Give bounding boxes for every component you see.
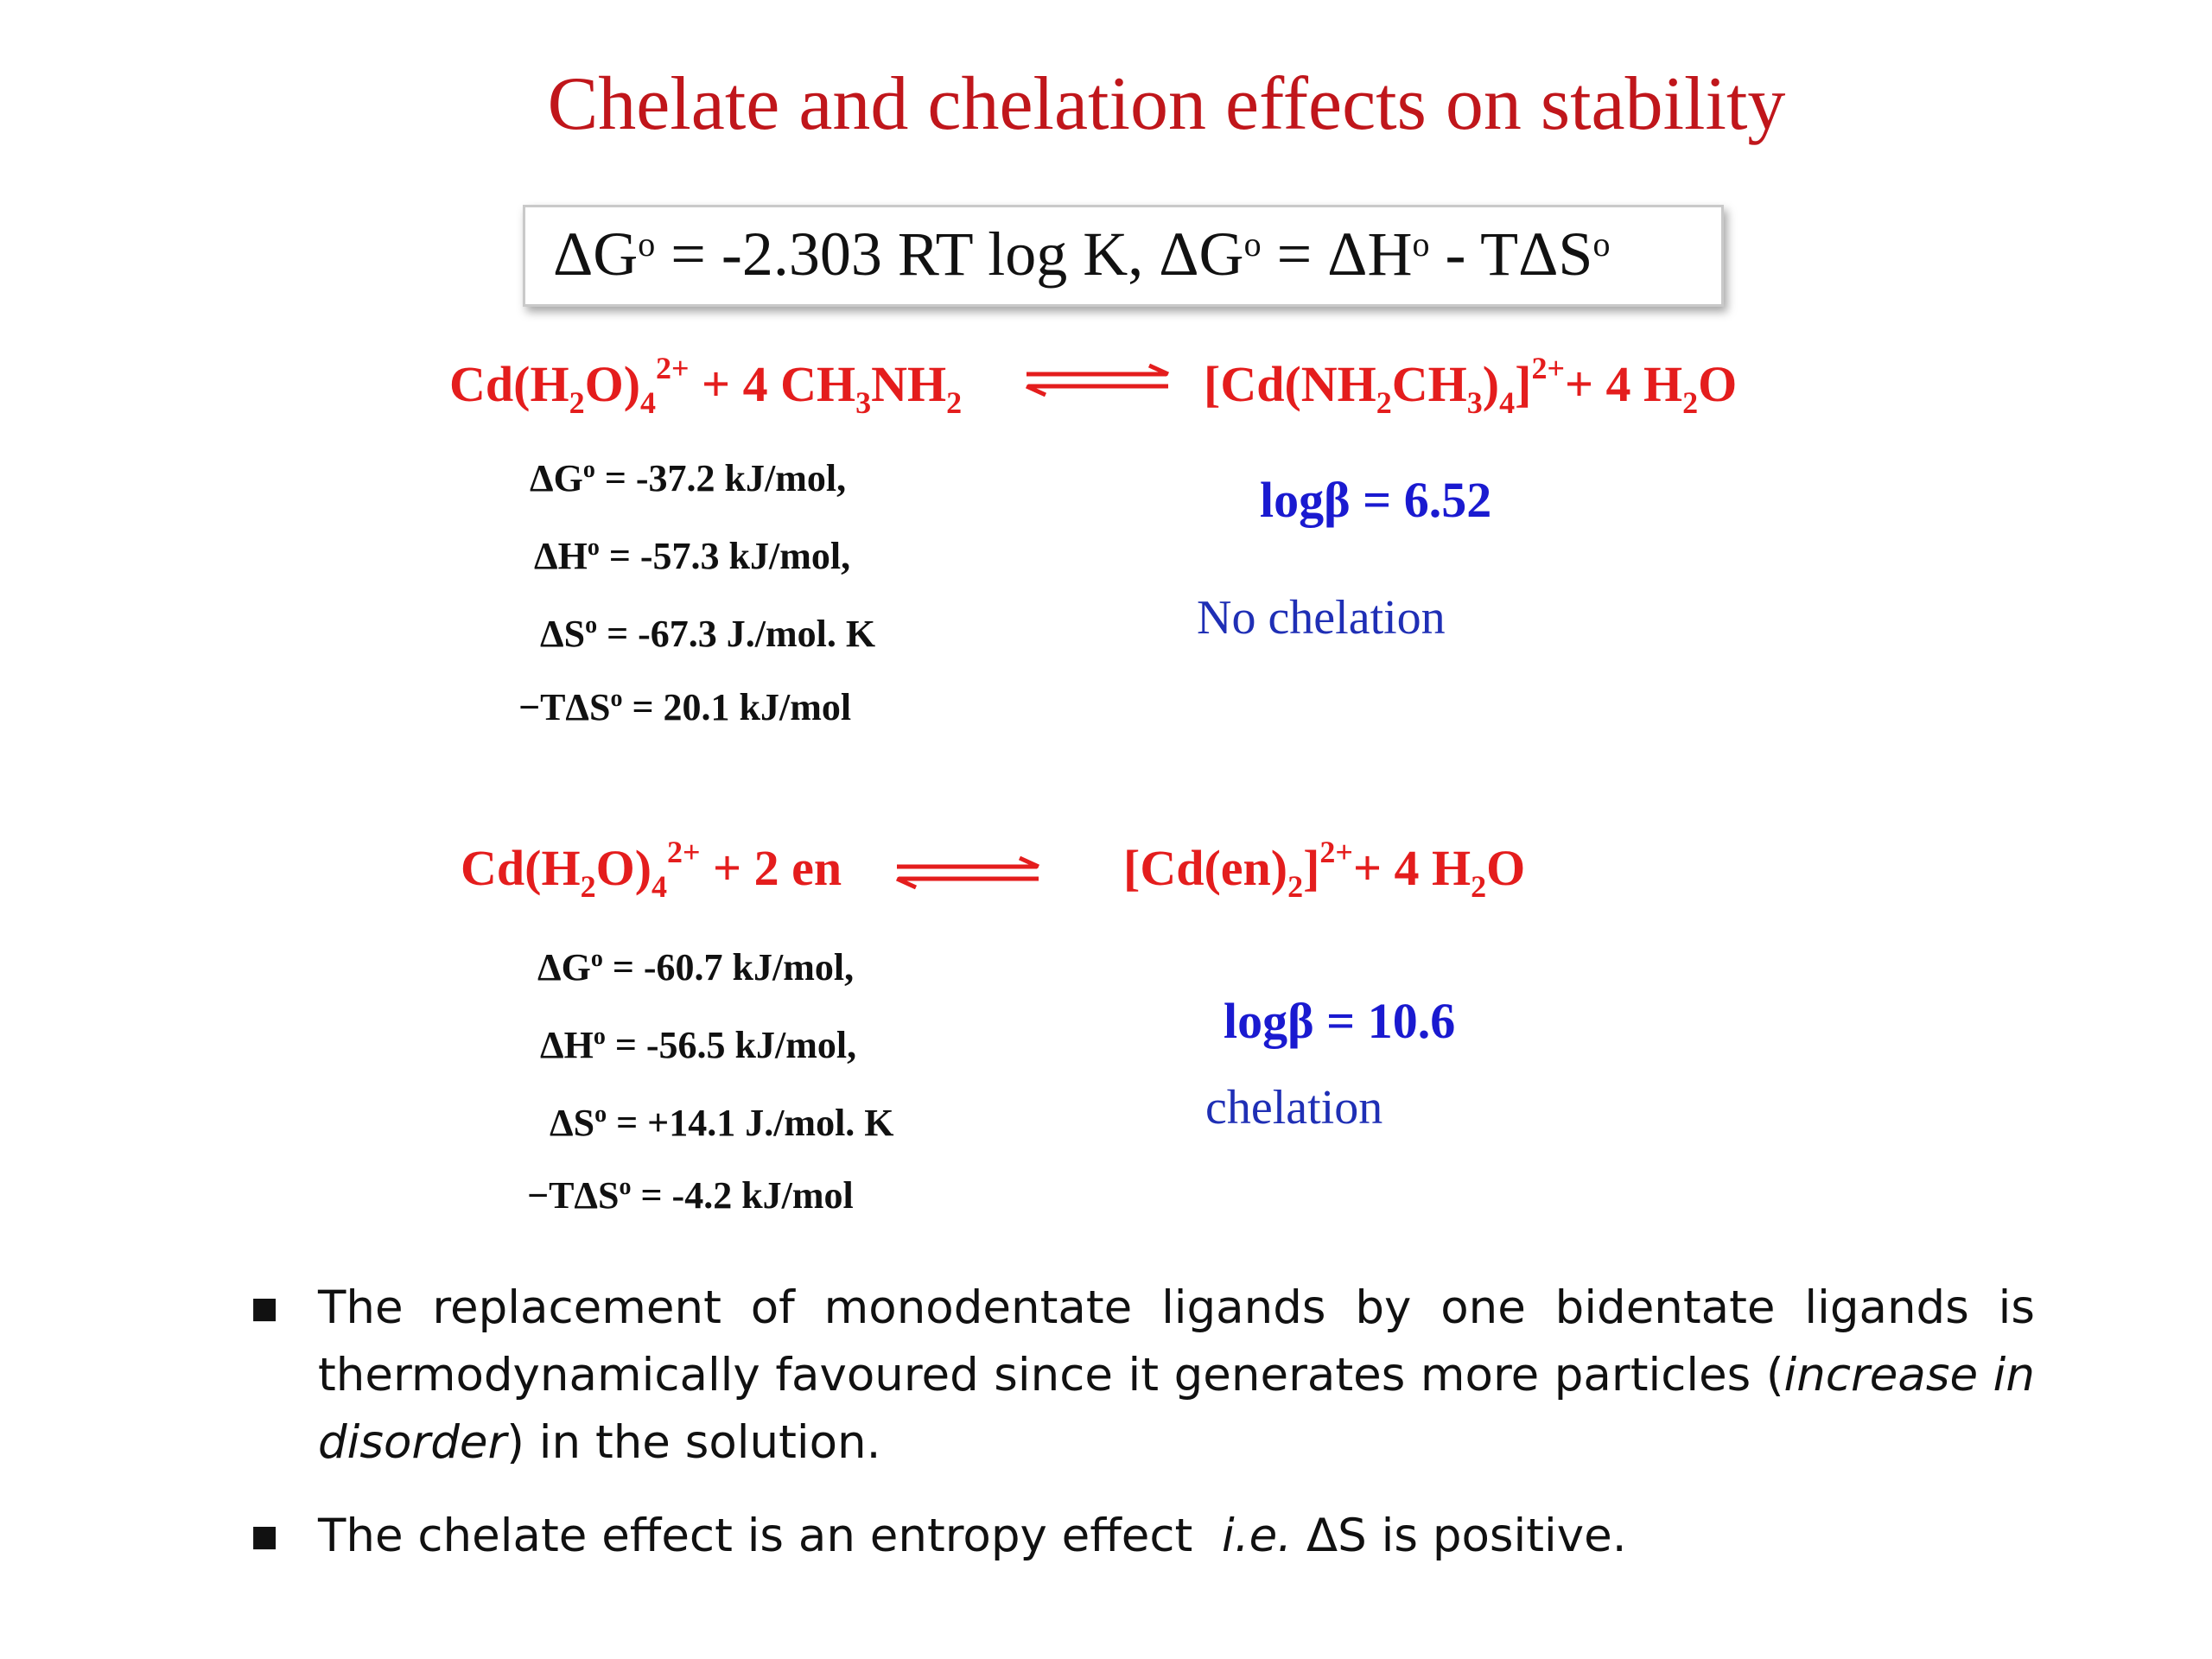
- reaction1-delta-g: $\Delta G^o = -37.2$ kJ/mol,: [530, 456, 847, 499]
- reaction1-reactants: $Cd(H_2O)_4^{2+} + 4$ $CH_3NH_2$: [449, 351, 963, 420]
- reaction2-delta-s: $\Delta S^o = +14.1$ J./mol. K: [550, 1101, 894, 1144]
- square-bullet-icon: ■: [251, 1519, 279, 1554]
- reaction1-log-beta: logβ = 6.52: [1260, 472, 1492, 528]
- bullet-item: [251, 1274, 2035, 1477]
- reaction1-minus-t-delta-s: $-T\Delta S^o = 20.1$ kJ/mol: [518, 685, 852, 728]
- reaction2-delta-g: $\Delta G^o = -60.7$ kJ/mol,: [537, 945, 855, 988]
- reaction2-reactants: $Cd(H_2O)_4^{2+} + 2$ en: [461, 835, 842, 904]
- reaction2-note: chelation: [1205, 1081, 1383, 1135]
- bullet-text: The chelate effect is an entropy effect i.e. ΔS is positive.: [318, 1510, 1627, 1562]
- equilibrium-arrow-2: [890, 855, 1046, 890]
- reaction1-note: No chelation: [1197, 591, 1446, 645]
- slide-title: Chelate and chelation effects on stability: [547, 62, 1786, 146]
- reaction1-products: $[Cd(NH_2CH_3)_4]^{2+}+ 4$ $H_2O$: [1204, 351, 1738, 420]
- bullet-item: [251, 1503, 2035, 1570]
- gibbs-formula: $\Delta G^o = -2.303$ RT log K, $\Delta G^o = \Delta H^o - T\Delta S^o$: [553, 219, 1611, 289]
- reaction2-log-beta: logβ = 10.6: [1224, 993, 1456, 1049]
- reaction2-delta-h: $\Delta H^o = -56.5$ kJ/mol,: [540, 1023, 857, 1066]
- equilibrium-arrow-1: [1020, 363, 1175, 397]
- reaction2-products: $[Cd(en)_2]^{2+}+ 4$ $H_2O$: [1123, 835, 1526, 904]
- bullet-text: The replacement of monodentate ligands by one bidentate ligands is thermodynamically favoured since it generates more particles (increase in disorder) in the solution.: [318, 1281, 2035, 1469]
- reaction1-delta-h: $\Delta H^o = -57.3$ kJ/mol,: [534, 534, 851, 577]
- bullet-list: [251, 1274, 2035, 1596]
- reaction2-minus-t-delta-s: $-T\Delta S^o = -4.2$ kJ/mol: [527, 1173, 854, 1217]
- square-bullet-icon: ■: [251, 1291, 279, 1325]
- reaction1-delta-s: $\Delta S^o = -67.3$ J./mol. K: [540, 612, 876, 655]
